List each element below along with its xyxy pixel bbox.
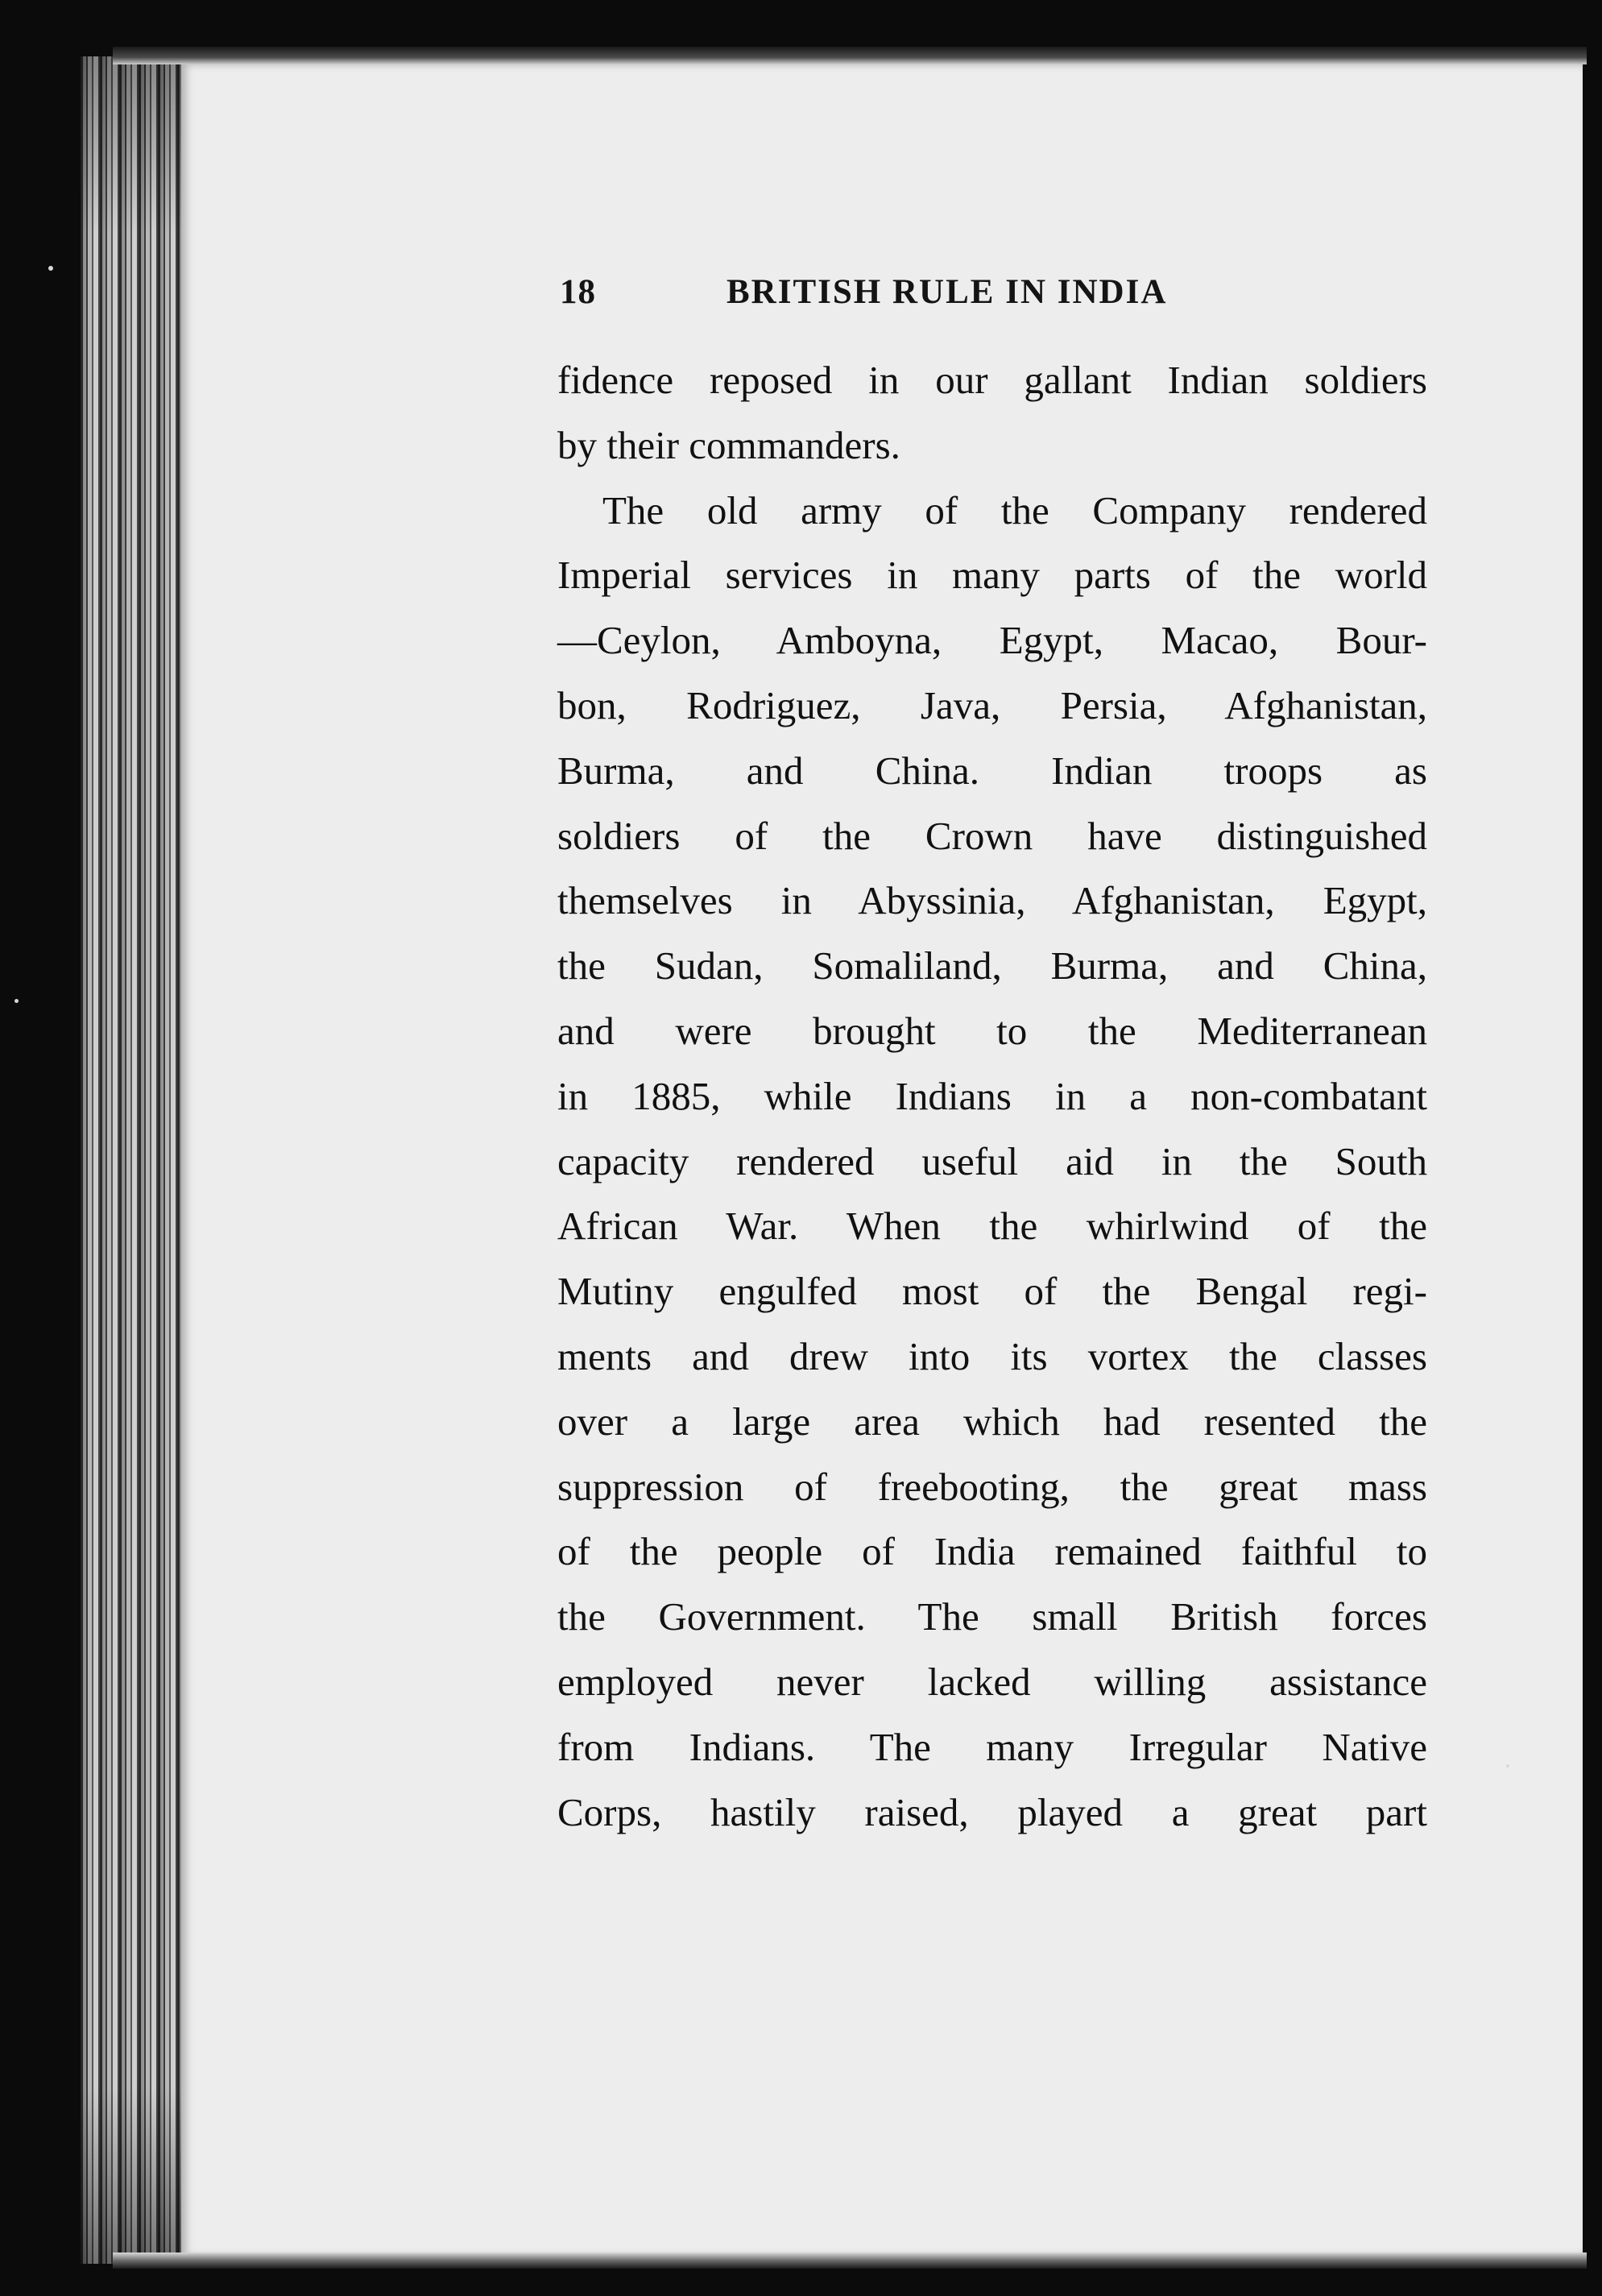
page-bottom-edge xyxy=(113,2252,1587,2269)
text-line: the Sudan, Somaliland, Burma, and China, xyxy=(557,943,1427,988)
text-line: Mutiny engulfed most of the Bengal regi- xyxy=(557,1269,1427,1314)
text-line: from Indians. The many Irregular Native xyxy=(557,1724,1427,1769)
text-line: soldiers of the Crown have distinguished xyxy=(557,813,1427,858)
text-line: fidence reposed in our gallant Indian soldiers xyxy=(557,358,1427,402)
text-line: themselves in Abyssinia, Afghanistan, Egypt, xyxy=(557,878,1427,923)
text-line: employed never lacked willing assistance xyxy=(557,1659,1427,1704)
dust-speck xyxy=(48,266,53,271)
text-line: The old army of the Company rendered xyxy=(602,487,1427,533)
text-line: Imperial services in many parts of the world xyxy=(557,553,1427,598)
text-line: and were brought to the Mediterranean xyxy=(557,1008,1427,1053)
dust-speck xyxy=(14,999,19,1003)
text-line: ments and drew into its vortex the classes xyxy=(557,1333,1427,1378)
body-text xyxy=(557,348,1427,1845)
text-line: Corps, hastily raised, played a great part xyxy=(557,1789,1427,1834)
text-line: African War. When the whirlwind of the xyxy=(557,1204,1427,1249)
dust-speck xyxy=(1506,1764,1509,1768)
text-line: in 1885, while Indians in a non-combatant xyxy=(557,1073,1427,1118)
text-line: over a large area which had resented the xyxy=(557,1399,1427,1444)
text-line: bon, Rodriguez, Java, Persia, Afghanistan, xyxy=(557,682,1427,727)
text-line: by their commanders. xyxy=(557,422,900,467)
spine-shadow xyxy=(81,56,185,2264)
text-line: suppression of freebooting, the great mass xyxy=(557,1464,1427,1509)
page-top-edge xyxy=(113,47,1587,64)
text-line: the Government. The small British forces xyxy=(557,1594,1427,1639)
text-line: —Ceylon, Amboyna, Egypt, Macao, Bour- xyxy=(557,618,1427,663)
running-title: BRITISH RULE IN INDIA xyxy=(726,273,1168,311)
text-line: capacity rendered useful aid in the South xyxy=(557,1138,1427,1183)
text-line: Burma, and China. Indian troops as xyxy=(557,748,1427,793)
text-line: of the people of India remained faithful to xyxy=(557,1529,1427,1574)
page-number: 18 xyxy=(560,273,596,311)
running-header xyxy=(560,272,1269,329)
